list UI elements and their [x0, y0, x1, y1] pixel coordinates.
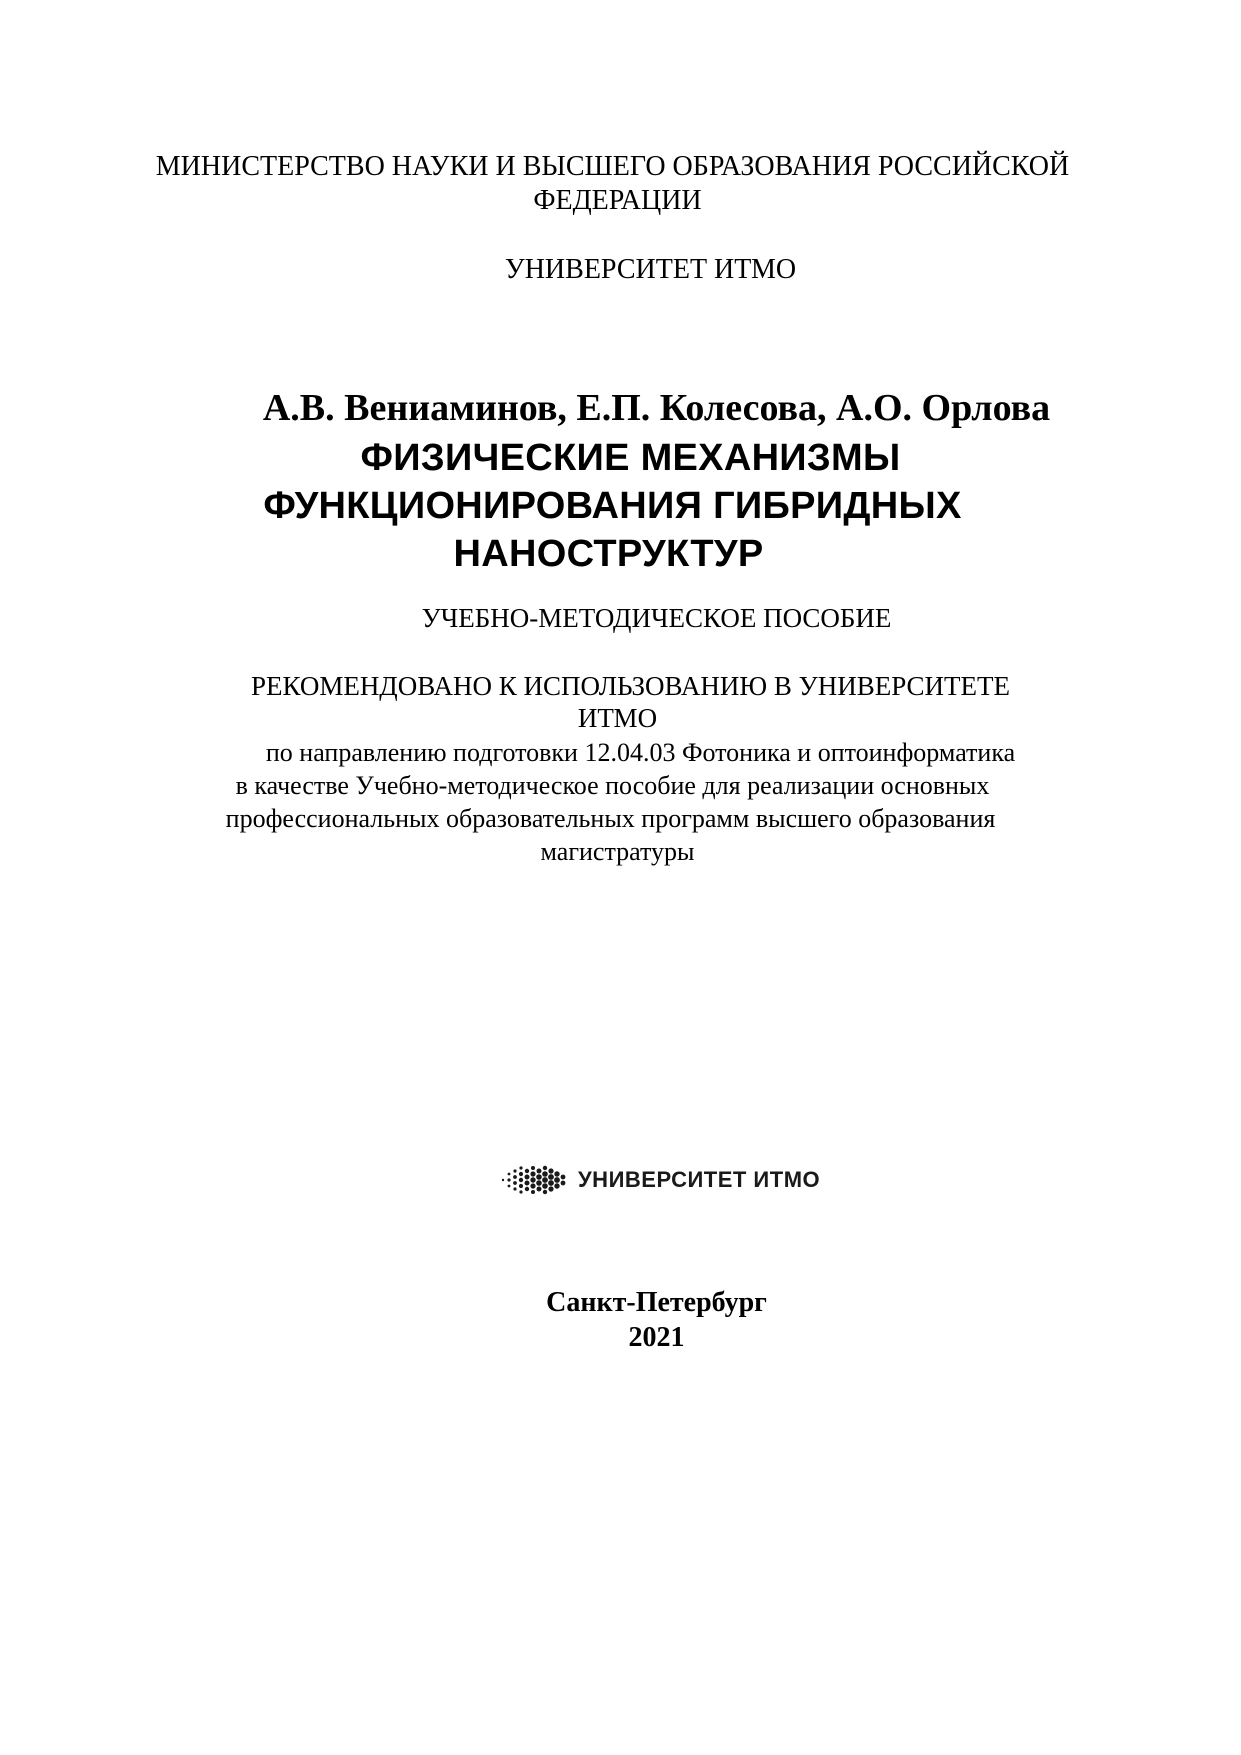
recommendation-line-3: по направлению подготовки 12.04.03 Фотоника и оптоинформатика	[265, 738, 1016, 767]
document-type: УЧЕБНО-МЕТОДИЧЕСКОЕ ПОСОБИЕ	[421, 603, 892, 633]
book-title-line-1: ФИЗИЧЕСКИЕ МЕХАНИЗМЫ	[360, 437, 901, 479]
authors: А.В. Вениаминов, Е.П. Колесова, А.О. Орлова	[262, 387, 1051, 429]
city: Санкт-Петербург	[546, 1287, 767, 1318]
recommendation-line-5: профессиональных образовательных программ высшего образования	[225, 804, 996, 833]
ministry-line-1: МИНИСТЕРСТВО НАУКИ И ВЫСШЕГО ОБРАЗОВАНИЯ РОССИЙСКОЙ	[155, 151, 1070, 182]
itmo-logo	[500, 1160, 820, 1200]
recommendation-line-6: магистратуры	[540, 837, 695, 866]
book-title-line-3: НАНОСТРУКТУР	[453, 533, 764, 575]
ministry-line-2: ФЕДЕРАЦИИ	[533, 185, 702, 216]
logo-text: УНИВЕРСИТЕТ ИТМО	[578, 1167, 821, 1192]
recommendation-line-2: ИТМО	[577, 703, 658, 733]
university-name: УНИВЕРСИТЕТ ИТМО	[504, 254, 797, 285]
book-title-line-2: ФУНКЦИОНИРОВАНИЯ ГИБРИДНЫХ	[263, 485, 962, 527]
recommendation-line-1: РЕКОМЕНДОВАНО К ИСПОЛЬЗОВАНИЮ В УНИВЕРСИТЕТЕ	[250, 671, 1011, 701]
itmo-dots-logo-icon	[500, 1163, 566, 1197]
year: 2021	[628, 1322, 685, 1353]
recommendation-line-4: в качестве Учебно-методическое пособие для реализации основных	[235, 771, 990, 800]
